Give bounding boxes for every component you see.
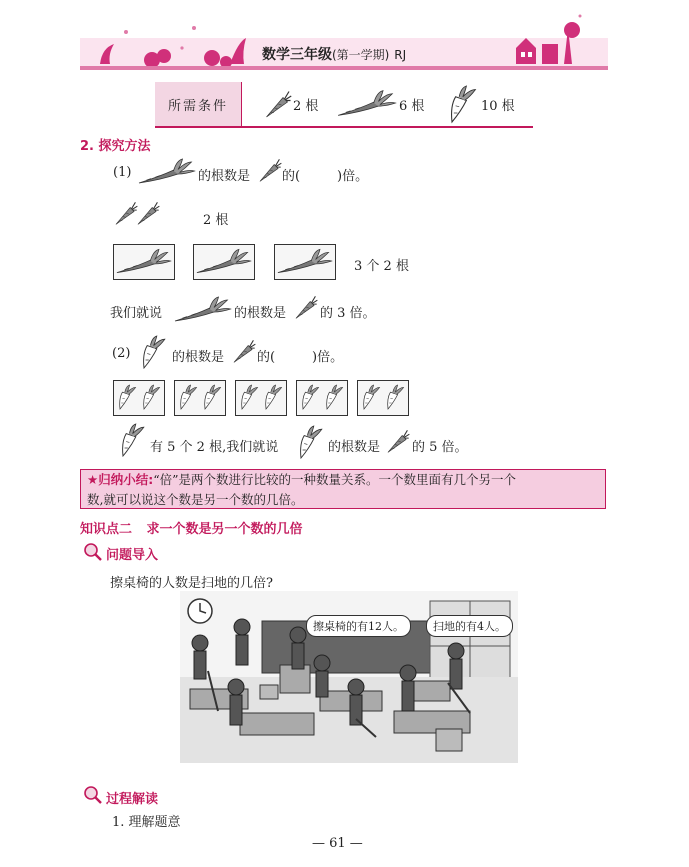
radish-icon: [358, 381, 382, 413]
intro-question: 擦桌椅的人数是扫地的几倍?: [110, 576, 273, 591]
carrot-icon: [230, 338, 256, 366]
radish-icon: [321, 381, 345, 413]
summary-line-2: 数,就可以说这个数是另一个数的几倍。: [87, 492, 304, 507]
bunch-frame: [113, 244, 175, 280]
q1-text-c: )倍。: [337, 169, 369, 184]
carrot-icon: [256, 157, 282, 185]
say2-text-a: 有 5 个 2 根,我们就说: [150, 440, 279, 455]
summary-box: [80, 469, 606, 509]
book-edition: RJ: [394, 48, 407, 62]
radish-icon: [382, 381, 406, 413]
radish-icon: [115, 421, 147, 459]
knowledge-label: 知识点二: [80, 522, 133, 537]
header-title: [262, 44, 406, 64]
bunch-frame: [274, 244, 336, 280]
conditions-table: [155, 82, 533, 128]
radish-icon: [175, 381, 199, 413]
classroom-illustration: [180, 591, 518, 763]
vegetable-bunch-icon: [335, 86, 397, 120]
summary-heading: ★归纳小结:: [87, 472, 154, 487]
q1-number: (1): [113, 165, 132, 180]
book-term: (第一学期): [332, 48, 390, 62]
speech-bubble-sweeping: 扫地的有4人。: [426, 615, 513, 637]
summary-line-1: “倍”是两个数进行比较的一种数量关系。一个数里面有几个另一个: [153, 472, 517, 487]
vegetable-bunch-icon: [136, 154, 196, 188]
vegetable-bunch-icon: [275, 245, 333, 277]
radish-icon: [199, 381, 223, 413]
q2-text-b: 的(: [257, 350, 276, 365]
radish-icon: [260, 381, 284, 413]
radish-frame: [296, 380, 348, 416]
vegetable-bunch-icon: [114, 245, 172, 277]
section2-heading: 2. 探究方法: [80, 139, 151, 154]
say1-text-a: 我们就说: [110, 306, 163, 321]
knowledge-point: [80, 518, 303, 537]
carrot-icon: [134, 200, 160, 228]
bunch-frame: [193, 244, 255, 280]
header-rule: [80, 66, 608, 70]
magnifier-icon: [83, 542, 103, 562]
say1-text-c: 的 3 倍。: [320, 306, 376, 321]
magnifier-icon: [83, 785, 103, 805]
radish-icon: [297, 381, 321, 413]
carrot-icon: [261, 90, 293, 120]
page-number: — 61 —: [312, 836, 363, 851]
conditions-carrot-count: 2 根: [293, 99, 319, 114]
conditions-label: 所需条件: [155, 82, 242, 126]
radish-icon: [236, 381, 260, 413]
radish-frame: [174, 380, 226, 416]
radish-frame: [113, 380, 165, 416]
radish-frame: [357, 380, 409, 416]
q2-text-c: )倍。: [312, 350, 344, 365]
process-step-1: 1. 理解题意: [112, 815, 181, 830]
say1-text-b: 的根数是: [234, 306, 287, 321]
vegetable-bunch-icon: [194, 245, 252, 277]
bunch-groups-label: 3 个 2 根: [354, 259, 409, 274]
radish-icon: [138, 381, 162, 413]
process-label: 过程解读: [106, 792, 159, 807]
radish-icon: [136, 333, 168, 371]
speech-bubble-wiping: 擦桌椅的有12人。: [306, 615, 411, 637]
radish-frame: [235, 380, 287, 416]
intro-label: 问题导入: [106, 548, 159, 563]
q1-text-b: 的(: [282, 169, 301, 184]
conditions-radish-count: 10 根: [481, 99, 515, 114]
q1-text-a: 的根数是: [198, 169, 251, 184]
radish-icon: [114, 381, 138, 413]
carrot-icon: [384, 428, 410, 456]
say2-text-c: 的 5 倍。: [412, 440, 468, 455]
q2-number: (2): [112, 346, 131, 361]
carrot-icon: [292, 294, 318, 322]
radish-icon: [293, 423, 325, 461]
say2-text-b: 的根数是: [328, 440, 381, 455]
vegetable-bunch-icon: [172, 292, 232, 326]
radish-icon: [443, 84, 479, 124]
book-title: 数学三年级: [262, 47, 332, 63]
carrot-group-label: 2 根: [203, 213, 229, 228]
conditions-bunch-count: 6 根: [399, 99, 425, 114]
q2-text-a: 的根数是: [172, 350, 225, 365]
knowledge-title: 求一个数是另一个数的几倍: [146, 522, 303, 537]
